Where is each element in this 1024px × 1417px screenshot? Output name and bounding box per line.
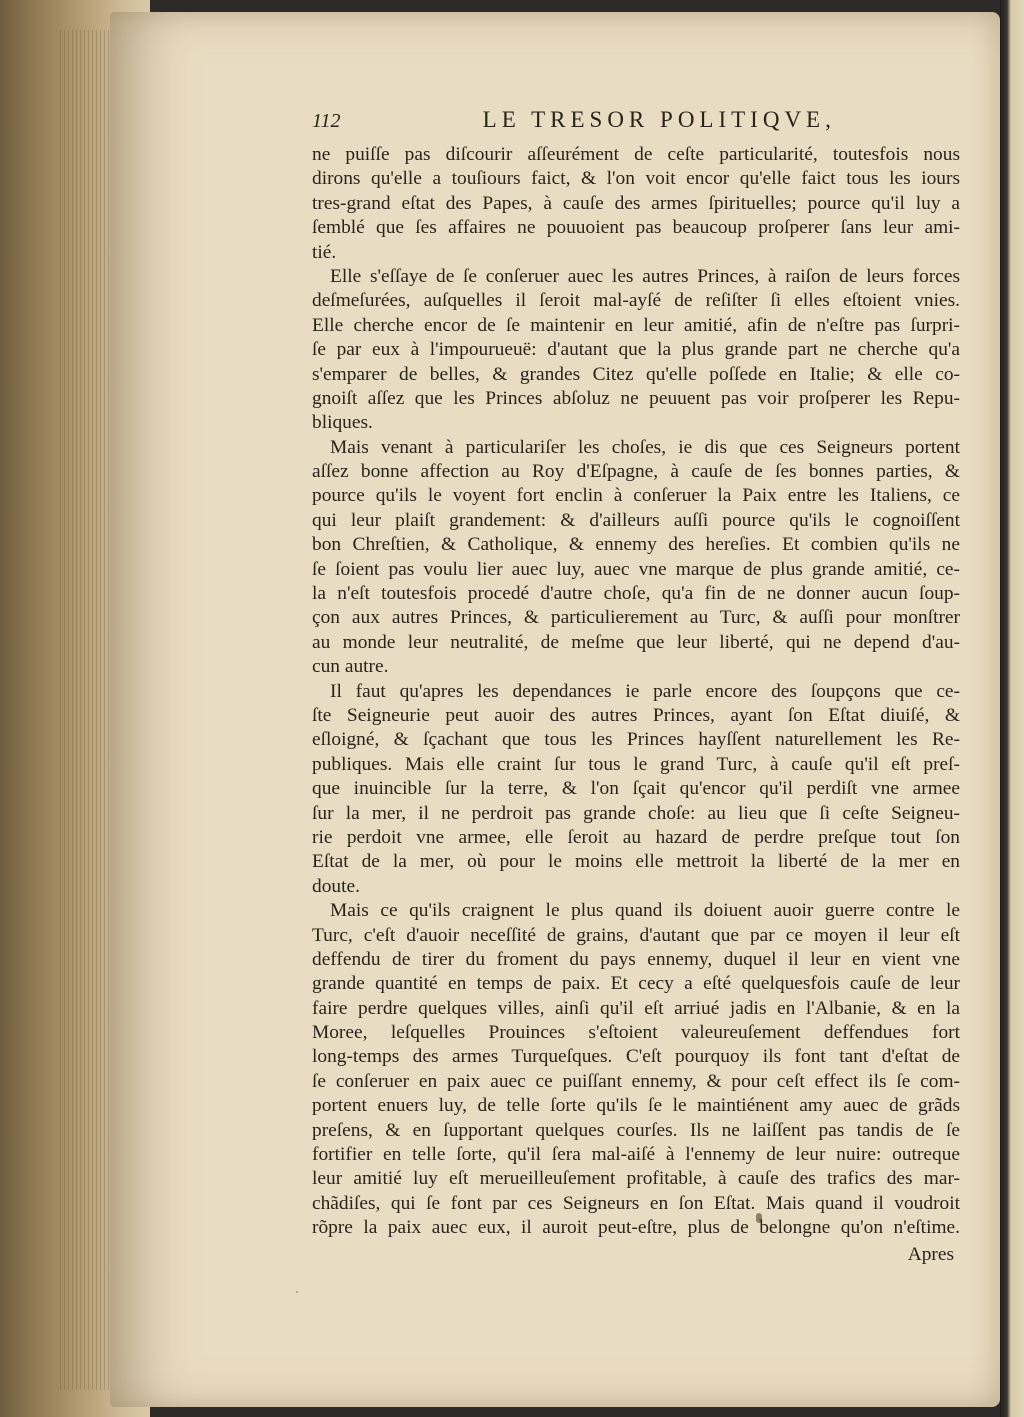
running-head — [312, 108, 960, 140]
text-line: long-temps des armes Turqueſques. C'eſt pourquoy ils font tant d'eſtat de — [312, 1046, 960, 1068]
text-line: gnoiſt aſſez que les Princes abſoluz ne peuuent pas voir proſperer les Repu- — [312, 387, 960, 409]
text-line: ſemblé que ſes affaires ne pouuoient pas beaucoup proſperer ſans leur ami- — [312, 217, 960, 239]
page-text-block — [312, 108, 960, 1267]
text-line: Mais venant à particulariſer les choſes, ie dis que ces Seigneurs portent — [330, 436, 960, 458]
text-line: doute. — [312, 875, 360, 897]
text-line: Il faut qu'apres les dependances ie parle encore des ſoupçons que ce- — [330, 680, 960, 702]
text-line: ſe ſoient pas voulu lier auec luy, auec vne marque de plus grande amitié, ce- — [312, 558, 960, 580]
text-line: ſte Seigneurie peut auoir des autres Princes, ayant ſon Eſtat diuiſé, & — [312, 704, 960, 726]
text-line: çon aux autres Princes, & particulierement au Turc, & auſſi pour monſtrer — [312, 607, 960, 629]
text-line: chãdiſes, qui ſe font par ces Seigneurs en ſon Eſtat. Mais quand il voudroit — [312, 1192, 960, 1214]
text-line: fortifier en telle ſorte, qu'il ſera mal-aiſé à l'ennemy de leur nuire: outreque — [312, 1144, 960, 1166]
body-text — [312, 143, 960, 1241]
text-line: que inuincible ſur la terre, & l'on ſçait qu'encor qu'il perdiſt vne armee — [312, 778, 960, 800]
text-line: faire perdre quelques villes, ainſi qu'il eſt arriué jadis en l'Albanie, & en la — [312, 997, 960, 1019]
page-number: 112 — [312, 110, 341, 132]
text-line: cun autre. — [312, 656, 389, 678]
text-line: dirons qu'elle a touſiours faict, & l'on voit encor qu'elle faict tous les iours — [312, 168, 960, 190]
text-line: aſſez bonne affection au Roy d'Eſpagne, à cauſe de ſes bonnes parties, & — [312, 461, 960, 483]
text-line: s'emparer de belles, & grandes Citez qu'elle poſſede en Italie; & elle co- — [312, 363, 960, 385]
text-line: preſens, & en ſupportant quelques courſes. Ils ne laiſſent pas tandis de ſe — [312, 1119, 960, 1141]
text-line: eſloigné, & ſçachant que tous les Princes hayſſent naturellement les Re- — [312, 729, 960, 751]
text-line: Elle cherche encor de ſe maintenir en leur amitié, afin de n'eſtre pas ſurpri- — [312, 314, 960, 336]
text-line: qui leur plaiſt grandement: & d'ailleurs auſſi pource qu'ils le cognoiſſent — [312, 509, 960, 531]
text-line: bliques. — [312, 412, 373, 434]
text-line: rõpre la paix auec eux, il auroit peut-eſtre, plus de belongne qu'on n'eſtime. — [312, 1217, 960, 1239]
text-line: deffendu de tirer du froment du pays ennemy, duquel il leur en vient vne — [312, 948, 960, 970]
text-line: grande quantité en temps de paix. Et cecy a eſté quelquesfois cauſe de leur — [312, 973, 960, 995]
text-line: bon Chreſtien, & Catholique, & ennemy des hereſies. Et combien qu'ils ne — [312, 534, 960, 556]
text-line: au monde leur neutralité, de meſme que leur liberté, qui ne depend d'au- — [312, 631, 960, 653]
text-line: Mais ce qu'ils craignent le plus quand ils doiuent auoir guerre contre le — [330, 900, 960, 922]
text-line: tié. — [312, 241, 337, 263]
text-line: portent enuers luy, de telle ſorte qu'ils ſe le maintiénent amy auec de grãds — [312, 1095, 960, 1117]
text-line: ſur la mer, il ne perdroit pas grande choſe: au lieu que ſi ceſte Seigneu- — [312, 802, 960, 824]
text-line: Elle s'eſſaye de ſe conſeruer auec les autres Princes, à raiſon de leurs forces — [330, 265, 960, 287]
text-line: Moree, leſquelles Prouinces s'eſtoient valeureuſement deffendues fort — [312, 1022, 960, 1044]
text-line: la n'eſt toutesfois procedé d'autre choſe, qu'a fin de ne donner aucun ſoup- — [312, 583, 960, 605]
text-line: tres-grand eſtat des Papes, à cauſe des armes ſpirituelles; pource qu'il luy a — [312, 192, 960, 214]
text-line: ſe par eux à l'impourueuë: d'autant que la plus grande part ne cherche qu'a — [312, 339, 960, 361]
text-line: Eſtat de la mer, où pour le moins elle mettroit la liberté de la mer en — [312, 851, 960, 873]
text-line: pource qu'ils le voyent fort enclin à conſeruer la Paix entre les Italiens, ce — [312, 485, 960, 507]
catchword: Apres — [907, 1243, 954, 1265]
text-line: ne puiſſe pas diſcourir aſſeurément de ceſte particularité, toutesfois nous — [312, 144, 960, 165]
text-line: rie perdoit vne armee, elle ſeroit au hazard de perdre preſque tout ſon — [312, 826, 960, 848]
text-line: ſe conſeruer en paix auec ce puiſſant ennemy, & pour ceſt effect ils ſe com- — [312, 1070, 960, 1092]
text-line: publiques. Mais elle craint ſur tous le grand Turc, à cauſe qu'il eſt preſ- — [312, 753, 960, 775]
text-line: leur amitié luy eſt merueilleuſement profitable, à cauſe des trafics des mar- — [312, 1168, 960, 1190]
text-line: Turc, c'eſt d'auoir neceſſité de grains, d'autant que par ce moyen il leur eſt — [312, 924, 960, 946]
running-title: LE TRESOR POLITIQVE, — [482, 107, 836, 132]
text-line: deſmeſurées, auſquelles il ſeroit mal-ayſé de reſiſter ſi elles eſtoient vnies. — [312, 290, 960, 312]
facing-page-edge — [1000, 0, 1024, 1417]
paper-speck — [296, 1291, 298, 1293]
